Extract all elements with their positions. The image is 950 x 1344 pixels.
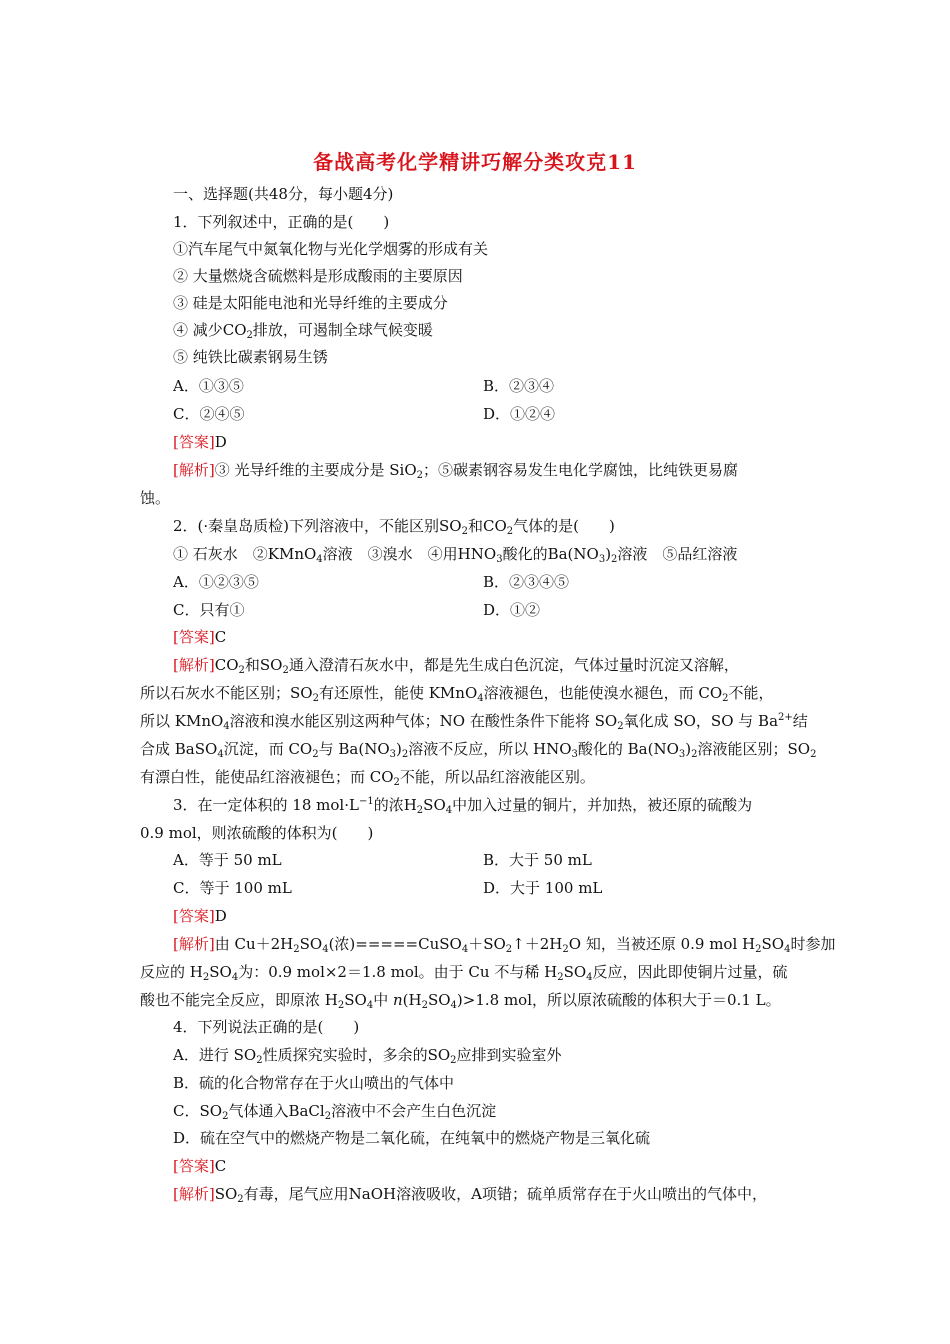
q4-analysis-line-1: [解析]$SO_2$有毒，尾气应用NaOH溶液吸收，A项错；硫单质常存在于火山喷出的气体中， [173, 1185, 767, 1205]
q1-statement-4: ④ 减少$CO_2$排放，可遏制全球气候变暖 [173, 321, 433, 341]
q1-statement-1: ①汽车尾气中氮氧化物与光化学烟雾的形成有关 [173, 240, 489, 258]
q4-answer: [答案]C [173, 1157, 227, 1175]
q1-stem: 1．下列叙述中，正确的是( ) [173, 213, 390, 231]
q2-options-row-1 [173, 572, 873, 592]
q1-options-row-1 [173, 376, 873, 396]
section-heading: 一、选择题(共48分，每小题4分) [173, 185, 394, 203]
q2-option-a: A．①②③⑤ [173, 573, 259, 591]
q1-answer: [答案]D [173, 433, 227, 451]
analysis-tag: [解析] [173, 461, 215, 479]
q3-analysis-line-2: 反应的 $H_2SO_4$为：0.9 mol×2＝1.8 mol。由于 Cu 不与稀 $H_2SO_4$反应，因此即使铜片过量，硫 [140, 963, 788, 983]
q4-option-b: B．硫的化合物常存在于火山喷出的气体中 [173, 1074, 455, 1092]
q2-options-row-2 [173, 600, 873, 620]
q1-statement-2: ② 大量燃烧含硫燃料是形成酸雨的主要原因 [173, 267, 463, 285]
q4-option-d: D．硫在空气中的燃烧产物是二氧化硫，在纯氧中的燃烧产物是三氧化硫 [173, 1129, 651, 1147]
document-title: 备战高考化学精讲巧解分类攻克11 [313, 150, 637, 174]
q1-analysis-line-2: 蚀。 [140, 489, 171, 507]
q2-option-b: B．②③④⑤ [483, 573, 570, 591]
q1-option-a: A．①③⑤ [173, 377, 244, 395]
q3-stem-line-1: 3．在一定体积的 18 $mol\cdot L^{-1}$的浓$H_2SO_4$中加入过量的铜片，并加热，被还原的硫酸为 [173, 796, 753, 816]
q4-option-c: C．$SO_2$气体通入BaCl$_2$溶液中不会产生白色沉淀 [173, 1102, 497, 1122]
q2-option-d: D．①② [483, 601, 541, 619]
q1-analysis-line-1: [解析]③ 光导纤维的主要成分是 SiO$_2$；⑤碳素钢容易发生电化学腐蚀，比纯铁更易腐 [173, 461, 739, 481]
q2-analysis-line-4: 合成 BaSO$_4$沉淀，而 $CO_2$与 $Ba(NO_3)_2$溶液不反应，所以 $HNO_3$酸化的 $Ba(NO_3)_2$溶液能区别；$SO_2$ [140, 740, 817, 760]
q3-options-row-2 [173, 878, 873, 898]
q2-analysis-line-3: 所以 KMnO$_4$溶液和溴水能区别这两种气体；NO 在酸性条件下能将 $SO_2$氧化成 SO，SO 与 $Ba^{2+}$结 [140, 712, 808, 732]
q2-analysis-line-2: 所以石灰水不能区别；$SO_2$有还原性，能使 KMnO$_4$溶液褪色，也能使溴水褪色，而 $CO_2$不能， [140, 684, 774, 704]
q3-analysis-line-1: [解析]由 $Cu+2H_2SO_4$(浓)$=====CuSO_4+SO_2↑+2H_2O$ 知，当被还原 0.9 mol $H_2SO_4$时参加 [173, 935, 836, 955]
q2-option-c: C．只有① [173, 601, 245, 619]
q3-analysis-line-3: 酸也不能完全反应，即原浓 $H_2SO_4$中 $n(H_2SO_4)>1.8$ mol，所以原浓硫酸的体积大于＝0.1 L。 [140, 991, 781, 1011]
q3-option-b: B．大于 50 mL [483, 851, 592, 869]
q1-option-d: D．①②④ [483, 405, 556, 423]
q4-option-a: A．进行 $SO_2$性质探究实验时，多余的$SO_2$应排到实验室外 [173, 1046, 562, 1066]
q2-stem: 2．(·秦皇岛质检)下列溶液中，不能区别$SO_2$和$CO_2$气体的是( ) [173, 517, 615, 537]
q1-statement-3: ③ 硅是太阳能电池和光导纤维的主要成分 [173, 294, 448, 312]
q2-analysis-line-1: [解析]$CO_2$和$SO_2$通入澄清石灰水中，都是先生成白色沉淀，气体过量时沉淀又溶解， [173, 656, 739, 676]
q1-statement-5: ⑤ 纯铁比碳素钢易生锈 [173, 348, 328, 366]
q1-options-row-2 [173, 404, 873, 424]
q3-option-c: C．等于 100 mL [173, 879, 292, 897]
q1-option-c: C．②④⑤ [173, 405, 245, 423]
q2-choices: ① 石灰水 ②KMnO$_4$溶液 ③溴水 ④用$HNO_3$酸化的$Ba(NO_3)_2$溶液 ⑤品红溶液 [173, 545, 738, 565]
answer-tag: [答案] [173, 433, 215, 451]
q3-stem-line-2: 0.9 mol，则浓硫酸的体积为( ) [140, 824, 374, 842]
q3-options-row-1 [173, 850, 873, 870]
q4-stem: 4．下列说法正确的是( ) [173, 1018, 360, 1036]
q3-option-d: D．大于 100 mL [483, 879, 603, 897]
q2-answer: [答案]C [173, 628, 227, 646]
q2-analysis-line-5: 有漂白性，能使品红溶液褪色；而 $CO_2$不能，所以品红溶液能区别。 [140, 768, 595, 788]
q3-answer: [答案]D [173, 907, 227, 925]
q3-option-a: A．等于 50 mL [173, 851, 282, 869]
q1-option-b: B．②③④ [483, 377, 555, 395]
